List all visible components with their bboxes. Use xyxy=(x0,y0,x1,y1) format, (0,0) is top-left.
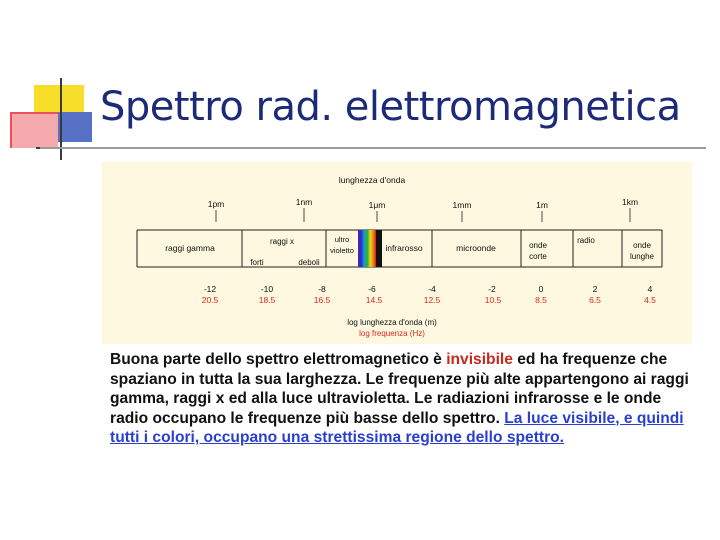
visible-light-band xyxy=(358,230,376,267)
title-divider xyxy=(40,147,706,149)
log-wavelength-label: -6 xyxy=(368,284,376,294)
log-wavelength-label: 4 xyxy=(647,284,653,294)
region-sublabel: forti xyxy=(250,258,264,267)
paragraph-text: Buona parte dello spettro elettromagnetico è xyxy=(110,351,447,368)
log-frequency-label: 6.5 xyxy=(589,295,601,305)
log-frequency-axis-label: log frequenza (Hz) xyxy=(359,329,425,338)
region-label: onde xyxy=(633,241,651,250)
log-frequency-label: 10.5 xyxy=(484,295,502,305)
decoration-blue-square xyxy=(58,112,92,142)
slide-decoration xyxy=(0,0,100,160)
log-frequency-label: 16.5 xyxy=(313,295,331,305)
log-wavelength-ticks xyxy=(204,284,653,294)
region-label: infrarosso xyxy=(385,243,423,253)
log-wavelength-label: 2 xyxy=(592,284,598,294)
decoration-red-square xyxy=(10,112,58,148)
spectrum-diagram xyxy=(102,162,692,344)
log-frequency-label: 8.5 xyxy=(535,295,547,305)
wavelength-tick: 1m xyxy=(536,200,548,210)
log-wavelength-label: -12 xyxy=(203,284,217,294)
log-frequency-label: 14.5 xyxy=(365,295,383,305)
region-label: ultro xyxy=(334,235,350,244)
log-wavelength-label: -10 xyxy=(260,284,274,294)
wavelength-axis-title: lunghezza d'onda xyxy=(338,175,406,185)
log-wavelength-label: -8 xyxy=(318,284,326,294)
wavelength-tick: 1mm xyxy=(452,200,472,210)
visible-light-link[interactable]: La luce visibile, e quindi tutti i colori, occupano una strettissima regione dello spettro. xyxy=(110,409,684,446)
region-labels xyxy=(165,235,654,267)
log-frequency-label: 18.5 xyxy=(258,295,276,305)
body-paragraph xyxy=(110,350,695,448)
region-label: onde xyxy=(529,241,547,250)
wavelength-tick: 1nm xyxy=(295,197,313,207)
log-frequency-ticks xyxy=(202,295,656,305)
region-label: raggi x xyxy=(269,237,295,246)
visible-light-edge xyxy=(376,230,382,267)
highlight-invisibile: invisibile xyxy=(446,351,513,368)
log-frequency-label: 20.5 xyxy=(201,295,219,305)
region-label: corte xyxy=(529,252,547,261)
region-label: lunghe xyxy=(629,252,655,261)
log-wavelength-label: 0 xyxy=(538,284,544,294)
log-wavelength-label: -4 xyxy=(428,284,436,294)
wavelength-ticks xyxy=(208,197,638,222)
wavelength-tick: 1pm xyxy=(207,199,225,209)
slide-title: Spettro rad. elettromagnetica xyxy=(100,84,681,130)
wavelength-tick: 1μm xyxy=(368,200,386,210)
region-label: radio xyxy=(577,236,595,245)
log-frequency-label: 4.5 xyxy=(644,295,656,305)
region-label: violetto xyxy=(330,246,354,255)
log-wavelength-label: -2 xyxy=(488,284,496,294)
paragraph-text: ed ha frequenze che spaziano in tutta la sua larghezza. Le frequenze più alte appartengono ai raggi gamma, raggi x ed alla luce ultravioletta. Le radiazioni infrarosse e le onde radio occupano le frequenze più basse dello spettro. xyxy=(110,351,689,427)
log-wavelength-axis-label: log lunghezza d'onda (m) xyxy=(347,318,437,327)
region-sublabel: deboli xyxy=(298,258,320,267)
region-label: microonde xyxy=(456,243,496,253)
wavelength-tick: 1km xyxy=(621,197,639,207)
log-frequency-label: 12.5 xyxy=(423,295,441,305)
region-label: raggi gamma xyxy=(165,243,215,253)
spectrum-figure xyxy=(102,162,692,344)
